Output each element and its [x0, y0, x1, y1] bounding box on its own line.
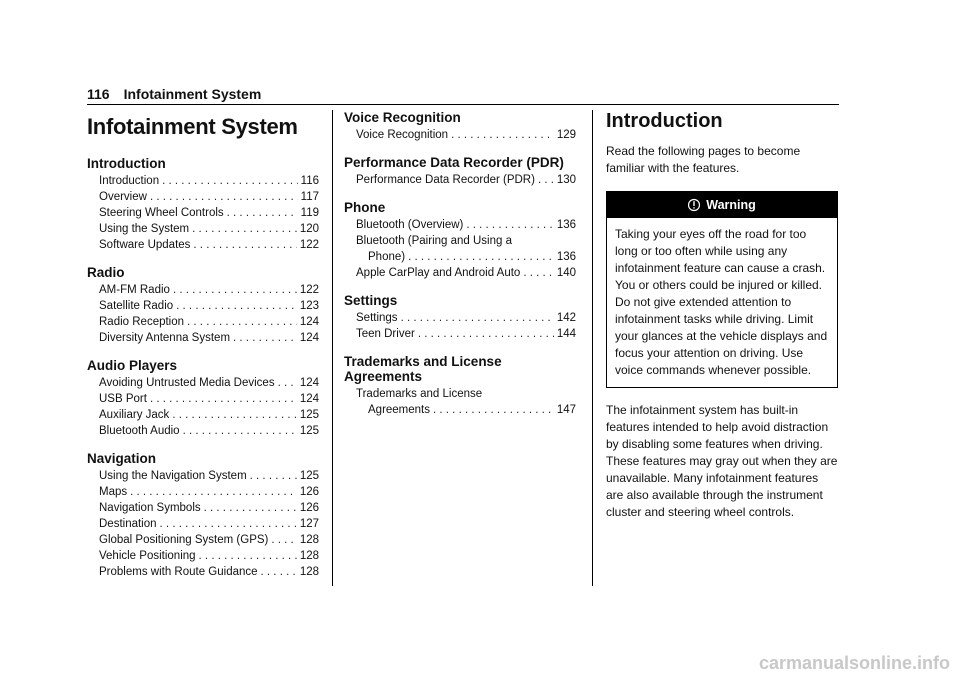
toc-dot-leader [451, 127, 554, 143]
toc-entry[interactable] [87, 314, 319, 330]
toc-dot-leader [250, 468, 297, 484]
toc-entry-page: 136 [556, 251, 576, 263]
toc-entry[interactable] [87, 205, 319, 221]
warning-header [607, 192, 837, 218]
toc-entry-title: Using the System [99, 223, 190, 235]
toc-entry-title: Software Updates [99, 239, 191, 251]
toc-dot-leader [162, 173, 298, 189]
toc-entry[interactable] [87, 532, 319, 548]
toc-entry-page: 147 [556, 404, 576, 416]
toc-dot-leader [150, 189, 298, 205]
toc-entry-title: Destination [99, 518, 157, 530]
toc-entry-page: 120 [299, 223, 319, 235]
toc-entry[interactable] [87, 564, 319, 580]
toc-entry-first-line: Bluetooth (Pairing and Using a [356, 235, 512, 247]
toc-list-2 [344, 110, 576, 418]
toc-dot-leader [130, 484, 297, 500]
toc-entry[interactable] [344, 310, 576, 326]
toc-entry-page: 142 [556, 312, 576, 324]
toc-entry-title: Navigation Symbols [99, 502, 201, 514]
toc-entry-page: 128 [299, 534, 319, 546]
toc-entry[interactable] [87, 391, 319, 407]
toc-entry-title: Agreements [368, 404, 431, 416]
toc-entry-page: 128 [299, 566, 319, 578]
toc-entry[interactable] [344, 172, 576, 188]
toc-main-title: Infotainment System [87, 114, 298, 139]
toc-entry[interactable] [87, 548, 319, 564]
toc-dot-leader [160, 516, 297, 532]
toc-entry-title: Problems with Route Guidance [99, 566, 258, 578]
toc-dot-leader [408, 249, 554, 265]
toc-entry-page: 124 [299, 393, 319, 405]
toc-entry[interactable] [344, 127, 576, 143]
toc-dot-leader [233, 330, 297, 346]
toc-section-heading: Audio Players [87, 358, 178, 373]
toc-dot-leader [187, 314, 297, 330]
warning-icon [688, 198, 700, 212]
toc-entry-title: Voice Recognition [356, 129, 449, 141]
toc-dot-leader [418, 326, 554, 342]
toc-entry-title: Bluetooth Audio [99, 425, 180, 437]
toc-section-heading: Trademarks and License Agreements [344, 354, 502, 384]
toc-dot-leader [466, 217, 553, 233]
intro-lead: Read the following pages to become familiar with the features. [606, 144, 801, 175]
toc-entry-title: Apple CarPlay and Android Auto [356, 267, 521, 279]
column-divider-2 [592, 110, 593, 586]
toc-entry[interactable] [87, 237, 319, 253]
toc-entry-title: Phone) [368, 251, 406, 263]
toc-dot-leader [433, 402, 554, 418]
toc-entry-first-line: Trademarks and License [356, 388, 483, 400]
page-header [87, 84, 839, 105]
toc-section-heading: Settings [344, 293, 398, 308]
toc-entry[interactable] [344, 249, 576, 265]
column-divider-1 [332, 110, 333, 586]
toc-dot-leader [271, 532, 296, 548]
toc-section-heading: Navigation [87, 451, 157, 466]
toc-entry-title: Diversity Antenna System [99, 332, 231, 344]
toc-entry-title: AM-FM Radio [99, 284, 170, 296]
toc-entry-title: Steering Wheel Controls [99, 207, 224, 219]
toc-dot-leader [538, 172, 554, 188]
toc-section-heading: Radio [87, 265, 125, 280]
toc-entry-page: 124 [299, 332, 319, 344]
toc-dot-leader [199, 548, 297, 564]
toc-dot-leader [183, 423, 297, 439]
intro-column [606, 110, 838, 521]
toc-dot-leader [204, 500, 297, 516]
toc-entry-title: Auxiliary Jack [99, 409, 170, 421]
toc-entry[interactable] [344, 217, 576, 233]
toc-entry-title: Introduction [99, 175, 160, 187]
toc-dot-leader [278, 375, 297, 391]
toc-entry-page: 136 [556, 219, 576, 231]
toc-dot-leader [193, 237, 296, 253]
toc-entry-page: 140 [556, 267, 576, 279]
toc-entry[interactable] [87, 484, 319, 500]
toc-column-1 [87, 110, 319, 580]
toc-entry-title: Vehicle Positioning [99, 550, 196, 562]
toc-dot-leader [227, 205, 298, 221]
toc-entry-page: 125 [299, 425, 319, 437]
toc-entry[interactable] [87, 375, 319, 391]
toc-dot-leader [192, 221, 297, 237]
toc-section-heading: Phone [344, 200, 386, 215]
toc-entry[interactable] [87, 516, 319, 532]
toc-entry-page: 117 [300, 191, 319, 203]
toc-dot-leader [176, 298, 297, 314]
toc-entry-page: 116 [300, 175, 319, 187]
toc-entry-title: Using the Navigation System [99, 470, 247, 482]
toc-dot-leader [523, 265, 554, 281]
page-number: 116 [87, 86, 110, 102]
intro-title: Introduction [606, 110, 723, 132]
toc-entry[interactable] [87, 173, 319, 189]
toc-entry[interactable] [344, 326, 576, 342]
toc-entry-title: Performance Data Recorder (PDR) [356, 174, 535, 186]
toc-entry-title: Global Positioning System (GPS) [99, 534, 269, 546]
toc-entry-title: Settings [356, 312, 398, 324]
toc-entry[interactable] [87, 282, 319, 298]
intro-body: The infotainment system has built-in features intended to help avoid distraction by disabling some features when driving. These features may gray out when they are unavailable. Many infotainment features are also available through the instrument cluster and steering wheel controls. [606, 403, 838, 519]
warning-box [606, 191, 838, 388]
toc-section-heading: Introduction [87, 156, 166, 171]
toc-entry-title: Maps [99, 486, 128, 498]
toc-dot-leader [173, 282, 297, 298]
toc-entry-page: 144 [556, 328, 576, 340]
toc-entry-page: 129 [556, 129, 576, 141]
toc-entry-page: 127 [299, 518, 319, 530]
warning-label: Warning [706, 198, 756, 212]
toc-section-heading: Voice Recognition [344, 110, 461, 125]
toc-entry[interactable] [87, 221, 319, 237]
header-title: Infotainment System [123, 86, 262, 102]
toc-dot-leader [261, 564, 297, 580]
toc-entry-page: 122 [299, 284, 319, 296]
toc-entry-page: 124 [299, 316, 319, 328]
warning-text: Taking your eyes off the road for too long or too often while using any infotainment feature can cause a crash. You or others could be injured or killed. Do not give extended attention to infotainment tasks while driving. Limit your glances at the vehicle displays and focus your attention on driving. Use voice commands whenever possible. [615, 227, 828, 377]
toc-dot-leader [172, 407, 297, 423]
toc-entry-page: 123 [299, 300, 319, 312]
toc-entry[interactable] [87, 189, 319, 205]
toc-entry-title: Bluetooth (Overview) [356, 219, 464, 231]
toc-entry-page: 130 [556, 174, 576, 186]
toc-entry-title: Teen Driver [356, 328, 415, 340]
toc-entry[interactable] [87, 468, 319, 484]
toc-entry-title: Overview [99, 191, 147, 203]
toc-dot-leader [150, 391, 297, 407]
toc-entry-title: Avoiding Untrusted Media Devices [99, 377, 275, 389]
toc-entry-page: 126 [299, 486, 319, 498]
toc-entry[interactable] [87, 330, 319, 346]
toc-entry-title: USB Port [99, 393, 147, 405]
toc-list-1 [87, 156, 319, 580]
toc-entry-title: Radio Reception [99, 316, 185, 328]
watermark: carmanualsonline.info [758, 653, 950, 673]
toc-entry[interactable] [344, 265, 576, 281]
toc-entry-page: 124 [299, 377, 319, 389]
toc-entry-page: 119 [300, 207, 319, 219]
toc-entry-page: 125 [299, 470, 319, 482]
toc-entry[interactable] [87, 298, 319, 314]
toc-entry-page: 125 [299, 409, 319, 421]
toc-entry-page: 126 [299, 502, 319, 514]
toc-entry-page: 122 [299, 239, 319, 251]
toc-entry-title: Satellite Radio [99, 300, 174, 312]
toc-dot-leader [401, 310, 554, 326]
toc-section-heading: Performance Data Recorder (PDR) [344, 155, 564, 170]
toc-entry[interactable] [87, 423, 319, 439]
toc-entry[interactable] [87, 500, 319, 516]
toc-entry[interactable] [87, 407, 319, 423]
toc-entry-page: 128 [299, 550, 319, 562]
toc-column-2 [344, 110, 576, 418]
toc-entry[interactable] [344, 402, 576, 418]
